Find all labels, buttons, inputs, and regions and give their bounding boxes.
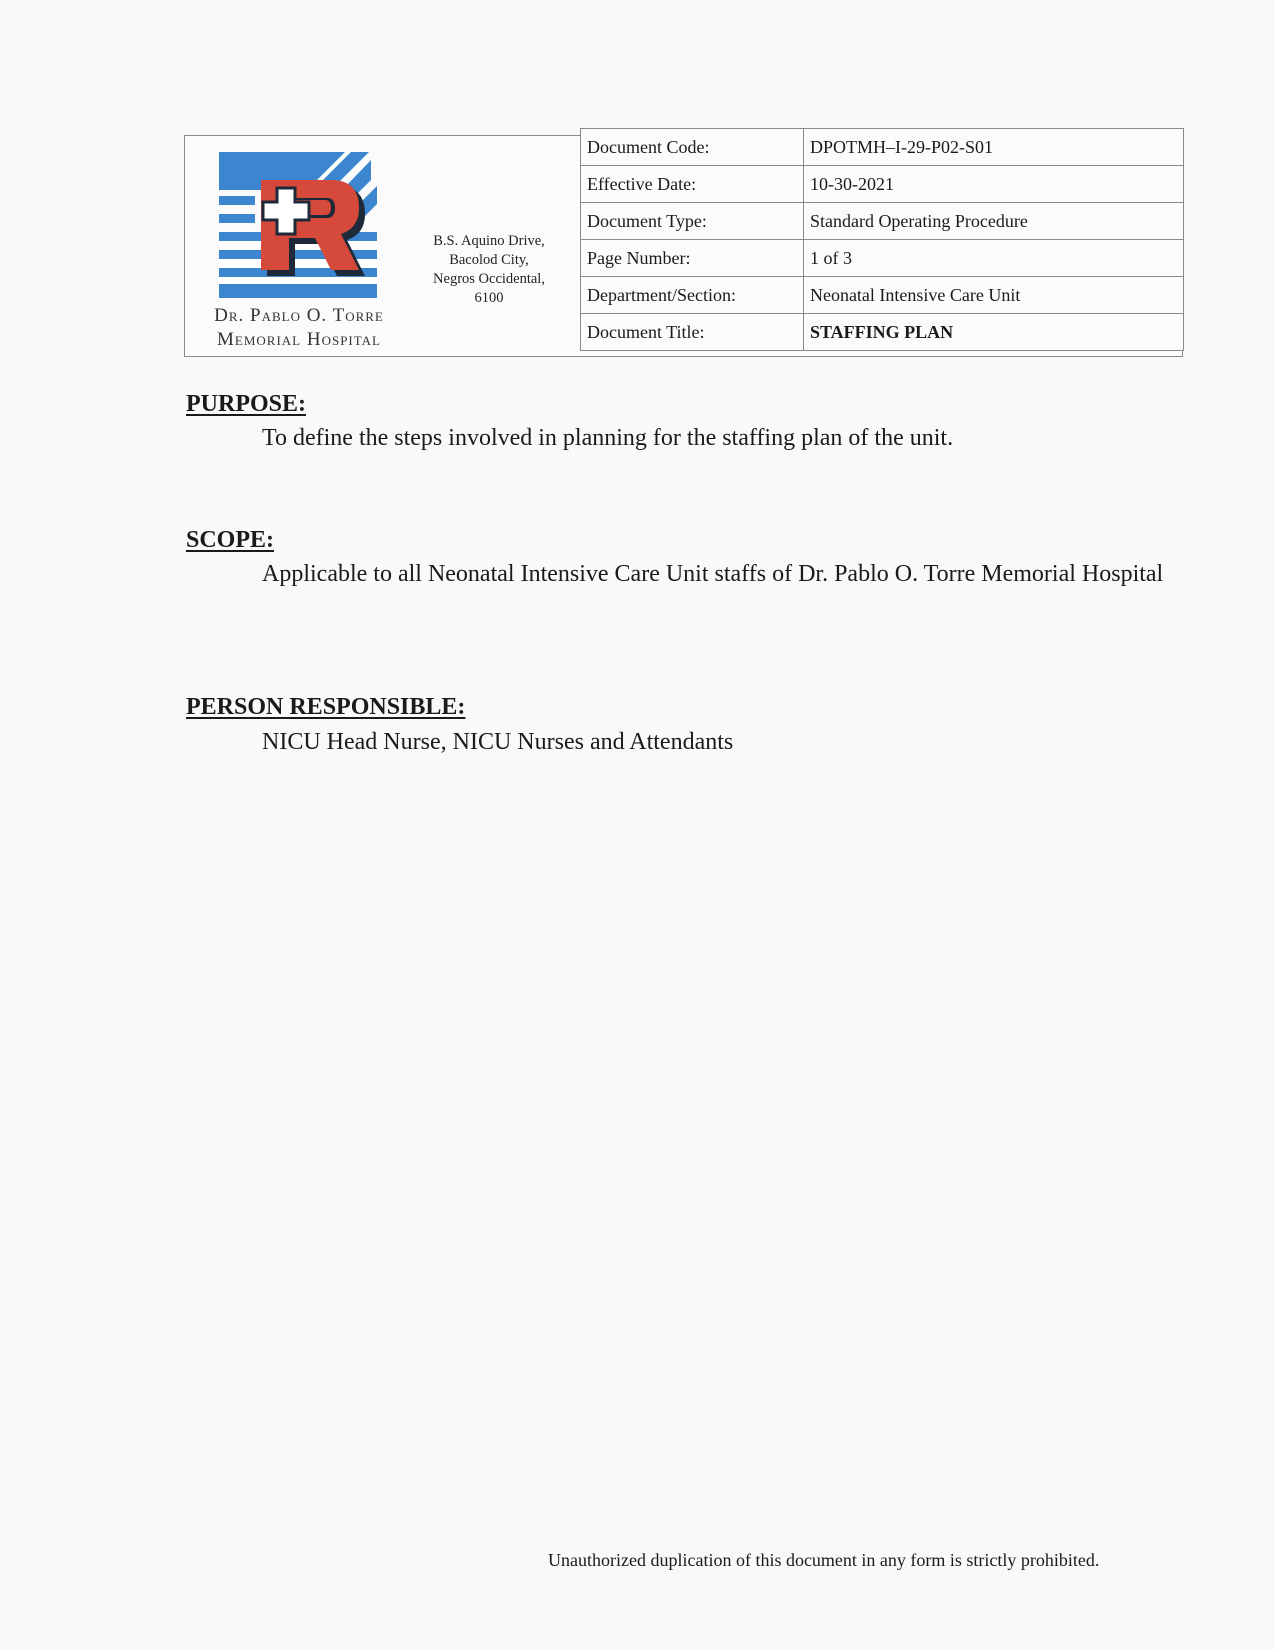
meta-value: Neonatal Intensive Care Unit [803,277,1183,314]
hospital-branding [185,136,581,356]
meta-row-document-type [581,203,1184,240]
meta-row-document-title [581,314,1184,351]
document-header [184,135,1183,357]
address-line: 6100 [474,290,504,306]
meta-label: Document Type: [581,203,804,240]
meta-value: 1 of 3 [803,240,1183,277]
meta-row-page-number [581,240,1184,277]
person-responsible-body: NICU Head Nurse, NICU Nurses and Attendants [262,729,734,755]
document-meta-table [580,128,1184,351]
hospital-address [401,232,577,308]
hospital-name-line1: Dr. Pablo O. Torre [214,305,384,326]
address-line: Negros Occidental, [433,271,545,287]
hospital-name [185,304,413,352]
meta-value: DPOTMH–I-29-P02-S01 [803,129,1183,166]
purpose-body: To define the steps involved in planning for the staffing plan of the unit. [262,425,954,451]
scope-body: Applicable to all Neonatal Intensive Care Unit staffs of Dr. Pablo O. Torre Memorial Hospital [262,561,1164,587]
meta-value: 10-30-2021 [803,166,1183,203]
meta-row-document-code [581,129,1184,166]
meta-label: Effective Date: [581,166,804,203]
meta-value: Standard Operating Procedure [803,203,1183,240]
hospital-name-line2: Memorial Hospital [217,329,381,350]
purpose-heading: PURPOSE: [186,391,306,417]
meta-value-title: STAFFING PLAN [803,314,1183,351]
hospital-logo-icon [219,152,377,298]
meta-label: Document Title: [581,314,804,351]
meta-row-department [581,277,1184,314]
address-line: B.S. Aquino Drive, [433,233,545,249]
person-responsible-heading: PERSON RESPONSIBLE: [186,694,466,720]
scope-heading: SCOPE: [186,527,275,553]
meta-label: Document Code: [581,129,804,166]
footer-notice: Unauthorized duplication of this document in any form is strictly prohibited. [548,1550,1100,1570]
meta-row-effective-date [581,166,1184,203]
meta-label: Page Number: [581,240,804,277]
meta-label: Department/Section: [581,277,804,314]
address-line: Bacolod City, [449,252,529,268]
